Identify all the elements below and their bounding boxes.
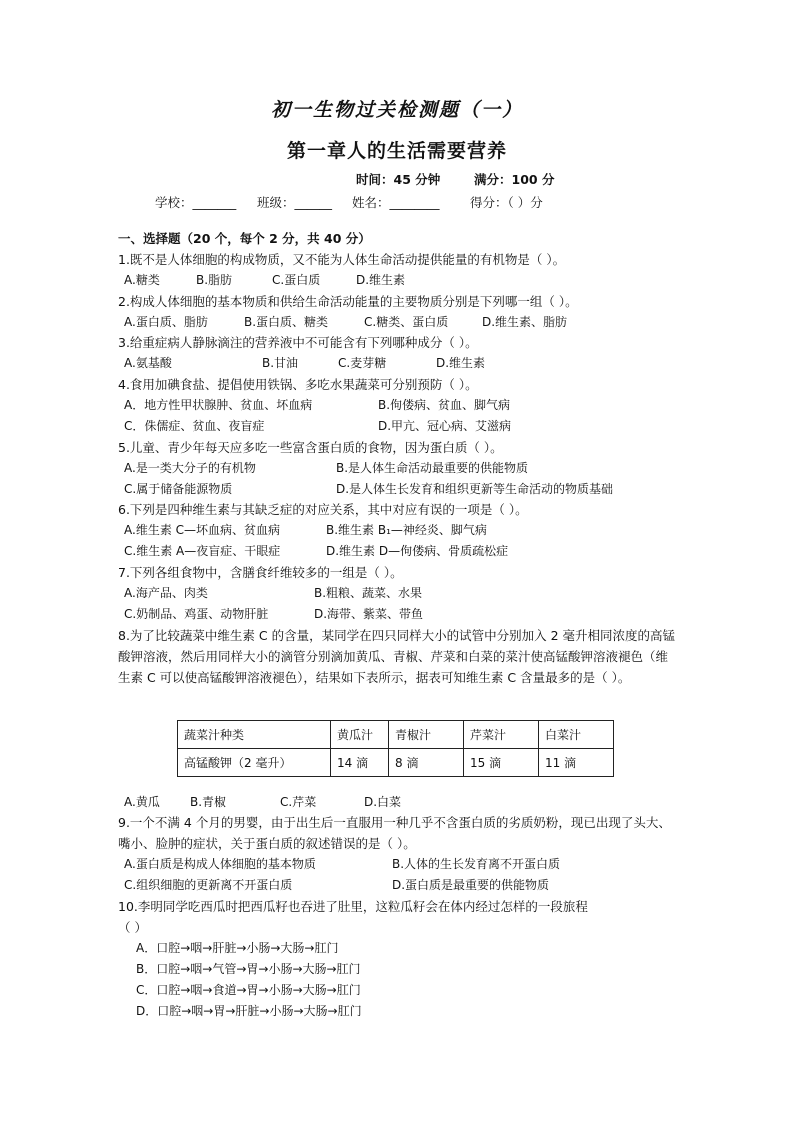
question-6: 6.下列是四种维生素与其缺乏症的对应关系，其中对应有误的一项是（ ）。 bbox=[118, 502, 528, 517]
q1-option-d: D.维生素 bbox=[356, 273, 406, 287]
q2-option-c: C.糖类、蛋白质 bbox=[364, 315, 449, 329]
table-cell: 芹菜汁 bbox=[464, 721, 539, 749]
q1-option-b: B.脂肪 bbox=[196, 273, 233, 287]
question-3: 3.给重症病人静脉滴注的营养液中不可能含有下列哪种成分（ ）。 bbox=[118, 335, 478, 350]
q3-option-b: B.甘油 bbox=[262, 356, 299, 370]
school-field: 学校：_______ bbox=[155, 195, 237, 210]
table-cell: 15 滴 bbox=[464, 749, 539, 777]
full-score: 满分：100 分 bbox=[474, 172, 555, 187]
q7-option-d: D.海带、紫菜、带鱼 bbox=[314, 607, 424, 621]
q10-option-d: D．口腔→咽→胃→肝脏→小肠→大肠→肛门 bbox=[136, 1004, 362, 1018]
answer-parentheses: （ ） bbox=[118, 920, 147, 935]
table-cell: 高锰酸钾（2 毫升） bbox=[178, 749, 331, 777]
q1-option-c: C.蛋白质 bbox=[272, 273, 321, 287]
q2-option-a: A.蛋白质、脂肪 bbox=[124, 315, 208, 329]
q9-option-a: A.蛋白质是构成人体细胞的基本物质 bbox=[124, 857, 316, 871]
table-cell: 8 滴 bbox=[389, 749, 464, 777]
q8-option-a: A.黄瓜 bbox=[124, 795, 160, 809]
chapter-subtitle: 第一章人的生活需要营养 bbox=[286, 140, 507, 162]
q3-option-a: A.氨基酸 bbox=[124, 356, 172, 370]
question-2: 2.构成人体细胞的基本物质和供给生命活动能量的主要物质分别是下列哪一组（ ）。 bbox=[118, 294, 578, 309]
q5-option-b: B.是人体生命活动最重要的供能物质 bbox=[336, 461, 529, 475]
question-10: 10.李明同学吃西瓜时把西瓜籽也吞进了肚里，这粒瓜籽会在体内经过怎样的一段旅程 bbox=[118, 899, 588, 914]
question-9: 9.一个不满 4 个月的男婴，由于出生后一直服用一种几乎不含蛋白质的劣质奶粉，现已出现了头大、嘴小、脸肿的症状，关于蛋白质的叙述错误的是（ ）。 bbox=[118, 815, 671, 851]
question-1: 1.既不是人体细胞的构成物质，又不能为人体生命活动提供能量的有机物是（ ）。 bbox=[118, 252, 566, 267]
exam-time: 时间：45 分钟 bbox=[356, 172, 441, 187]
q3-option-d: D.维生素 bbox=[436, 356, 486, 370]
q4-option-a: A．地方性甲状腺肿、贫血、坏血病 bbox=[124, 398, 313, 412]
question-8: 8.为了比较蔬菜中维生素 C 的含量，某同学在四只同样大小的试管中分别加入 2 毫升相同浓度的高锰酸钾溶液，然后用同样大小的滴管分别滴加黄瓜、青椒、芹菜和白菜的菜汁使高锰酸钾溶液褪色（维生素 C 可以使高锰酸钾溶液褪色），结果如下表所示，据表可知维生素 C 含量最多的是（ ）。 bbox=[118, 628, 676, 685]
q10-option-c: C．口腔→咽→食道→胃→小肠→大肠→肛门 bbox=[136, 983, 361, 997]
table-cell: 白菜汁 bbox=[539, 721, 614, 749]
question-5: 5.儿童、青少年每天应多吃一些富含蛋白质的食物，因为蛋白质（ ）。 bbox=[118, 440, 503, 455]
table-cell: 蔬菜汁种类 bbox=[178, 721, 331, 749]
q8-option-d: D.白菜 bbox=[364, 795, 402, 809]
q5-option-c: C.属于储备能源物质 bbox=[124, 482, 233, 496]
q1-option-a: A.糖类 bbox=[124, 273, 160, 287]
q6-option-d: D.维生素 D—佝偻病、骨质疏松症 bbox=[326, 544, 509, 558]
score-field: 得分：（ ）分 bbox=[470, 195, 543, 210]
vegetable-juice-table bbox=[177, 720, 614, 777]
q6-option-b: B.维生素 B₁—神经炎、脚气病 bbox=[326, 523, 487, 537]
q3-option-c: C.麦芽糖 bbox=[338, 356, 387, 370]
q4-option-d: D.甲亢、冠心病、艾滋病 bbox=[378, 419, 512, 433]
table-row bbox=[178, 749, 614, 777]
q5-option-a: A.是一类大分子的有机物 bbox=[124, 461, 256, 475]
q2-option-b: B.蛋白质、糖类 bbox=[244, 315, 329, 329]
q5-option-d: D.是人体生长发育和组织更新等生命活动的物质基础 bbox=[336, 482, 614, 496]
q7-option-a: A.海产品、肉类 bbox=[124, 586, 208, 600]
q8-option-b: B.青椒 bbox=[190, 795, 227, 809]
q10-option-a: A．口腔→咽→肝脏→小肠→大肠→肛门 bbox=[136, 941, 339, 955]
q8-option-c: C.芹菜 bbox=[280, 795, 317, 809]
q6-option-a: A.维生素 C—坏血病、贫血病 bbox=[124, 523, 281, 537]
table-header-row bbox=[178, 721, 614, 749]
exam-title: 初一生物过关检测题（一） bbox=[270, 99, 523, 121]
question-4: 4.食用加碘食盐、提倡使用铁锅、多吃水果蔬菜可分别预防（ ）。 bbox=[118, 377, 478, 392]
table-cell: 黄瓜汁 bbox=[331, 721, 389, 749]
q2-option-d: D.维生素、脂肪 bbox=[482, 315, 568, 329]
name-field: 姓名：________ bbox=[352, 195, 440, 210]
question-7: 7.下列各组食物中，含膳食纤维较多的一组是（ ）。 bbox=[118, 565, 403, 580]
q9-option-c: C.组织细胞的更新离不开蛋白质 bbox=[124, 878, 293, 892]
table-cell: 11 滴 bbox=[539, 749, 614, 777]
q10-option-b: B．口腔→咽→气管→胃→小肠→大肠→肛门 bbox=[136, 962, 361, 976]
q4-option-b: B.佝偻病、贫血、脚气病 bbox=[378, 398, 511, 412]
q4-option-c: C．侏儒症、贫血、夜盲症 bbox=[124, 419, 265, 433]
q7-option-c: C.奶制品、鸡蛋、动物肝脏 bbox=[124, 607, 269, 621]
class-field: 班级：______ bbox=[257, 195, 333, 210]
q9-option-d: D.蛋白质是最重要的供能物质 bbox=[392, 878, 550, 892]
q6-option-c: C.维生素 A—夜盲症、干眼症 bbox=[124, 544, 281, 558]
section-heading: 一、选择题（20 个，每个 2 分，共 40 分） bbox=[118, 231, 371, 246]
table-cell: 14 滴 bbox=[331, 749, 389, 777]
q9-option-b: B.人体的生长发育离不开蛋白质 bbox=[392, 857, 561, 871]
q7-option-b: B.粗粮、蔬菜、水果 bbox=[314, 586, 423, 600]
table-cell: 青椒汁 bbox=[389, 721, 464, 749]
